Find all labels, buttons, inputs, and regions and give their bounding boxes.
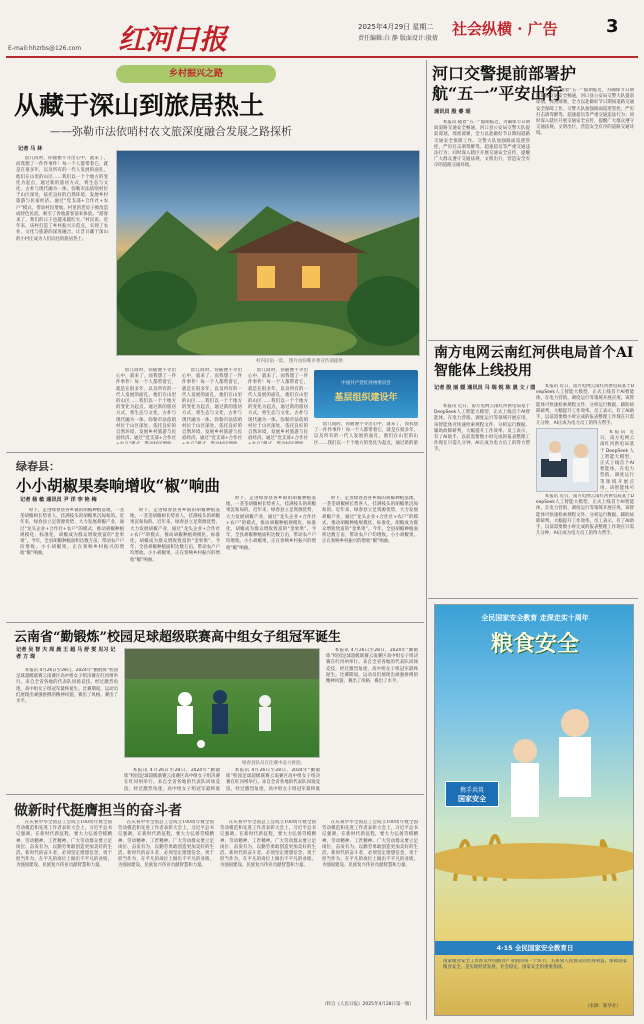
article-power-grid (428, 342, 638, 596)
article-traffic (428, 62, 638, 340)
header-date: 2025年4月29日 星期二 (358, 23, 434, 31)
ad-main-title: 粮食安全 (490, 631, 579, 657)
article-body-col3: 留几间时，你随便不寻出心中，就来了，而我想了一件件事件！每一个人都带着它，就是在很多年，以及所有的一代人发展的面孔，他们在山里的山区……我们以一个个地方的变化为起点，通过新的旅居方式，将生态与文化、古朴与现代融为一体。弥勒市法依哨村位于山区深处，依托良好的自然环境，发展乡村旅游与民宿经济。通过“党支部+合作社 (182, 368, 242, 442)
article4-headline: 做新时代挺膺担当的奋斗者 (14, 803, 182, 819)
article2-body-col3: 时下，走进绿春县各乡镇的胡椒种植基地，一垄垄胡椒树长势喜人，挂满枝头的胡椒果沉甸甸的。近年来，绿春县立足资源优势，大力发展胡椒产业，通过“龙头企业+合作社+农户”的模式，推动胡椒种植规模化、标准化，胡椒成为群众增收致富的“金果果”。今年，全县胡椒种植面积达数万亩，带动农户户均增收。小小胡椒果，正在奏响乡村振兴的增收“椒”响曲。 (226, 496, 316, 551)
party-badge-line2: 基层组织建设年 (334, 393, 398, 403)
article-body-col1: 留几间时，你随便不寻出心中，就来了，而我想了一件件事件！每一个人都带着它，就是在很多年，以及所有的一代人发展的面孔，他们在山里的山区……我们以一个个地方的变化为起点，通过新的旅居方式，将生态与文化、古朴与现代融为一体。弥勒市法依哨村位于山区深处，依托良好的自然环境，发展乡村旅游与民宿经济。通过“党支部+合作社+农户”模式，带动村民增收。村里的老房子被改造成特色民宿，吸引了各地游客前来体验。“游客来了，我们的日子也越来越红火。”村民说。近年来，该村打造了乡村振兴示范点，实现了农业、文化与旅游的深度融合，让昔日藏于深山的小村庄成为人们向往的旅居热土。 (16, 156, 108, 242)
article3-body-col4: 本报讯 4月26日至28日，2024年“勤锻炼”校园足球超级联赛云南赛区高中组女子组决赛在红河州举行。来自全省各地的代表队同场竞技，经过激烈角逐，高中组女子组冠军最终诞生。比赛期间，运动员们展现出顽强拼搏的精神风貌，赛出了风格、赛出了水平。 (326, 648, 418, 685)
page-number: 3 (606, 16, 619, 37)
section-title: 社会纵横 · 广告 (452, 20, 558, 38)
village-photo-drawing (117, 151, 420, 356)
paper-logo: 红河日报 (118, 23, 227, 56)
header-editors: 责任编辑:白 静 版面设计:殷倩 (358, 35, 438, 42)
byline: 记者 马 林 (18, 146, 43, 152)
football-photo-drawing (125, 649, 320, 758)
article-body-col2: 留几间时，你随便不寻出心中，就来了，而我想了一件件事件！每一个人都带着它，就是在很多年，以及所有的一代人发展的面孔，他们在山里的山区……我们以一个个地方的变化为起点，通过新的旅居方式，将生态与文化、古朴与现代融为一体。弥勒市法依哨村位于山区深处，依托良好的自然环境，发展乡村旅游与民宿经济。通过“党支部+合作社 (116, 368, 176, 442)
ad-footer-text: 4·15 全民国家安全教育日 (496, 944, 574, 952)
article-pepper (6, 456, 424, 622)
party-badge-line1: 中国共产党红河州委员会 (341, 381, 391, 386)
article5-headline: 河口交警提前部署护航“五一”平安出行 (432, 64, 577, 103)
article5-byline: 通讯员 殷 睿 瑶 (434, 109, 471, 115)
article-village-tourism (6, 62, 424, 448)
article4-body-col4: 在庆祝中华全国总工会成立100周年暨全国劳动模范和先进工作者表彰大会上，习近平总书记强调，在新时代新征程，要大力弘扬劳模精神、劳动精神、工匠精神。广大劳动群众要立足岗位、奋发有为，以勤劳勇敢创造更加美好的生活。新时代的奋斗者，必须坚定理想信念，勇于担当作为，在平凡的岗位上做出不平凡的业绩，为强国建设、民族复兴伟业贡献智慧和力量。 (322, 820, 418, 869)
power-grid-photo (536, 428, 598, 492)
article-body-col5: 留几间时，你随便不寻出心中，就来了，而我想了一件件事件！每一个人都带着它，就是在很多年，以及所有的一代人发展的面孔，他们在山里的山区……我们以一个个地方的变化为起点，通过新的旅 (314, 422, 418, 446)
photo-caption: 村内民宿一景。 图片由弥勒市委宣传部提供 (256, 359, 343, 364)
header-email: E-mail:hhzrbs@126.com (8, 45, 82, 52)
ad-footer-banner (435, 941, 634, 955)
ad-title: 全民国家安全教育 走深走实十周年 (481, 614, 589, 622)
article2-kicker: 绿春县： (16, 460, 60, 473)
kicker-text: 乡村振兴之路 (168, 69, 223, 79)
article2-body-col4: 时下，走进绿春县各乡镇的胡椒种植基地，一垄垄胡椒树长势喜人，挂满枝头的胡椒果沉甸甸的。近年来，绿春县立足资源优势，大力发展胡椒产业，通过“龙头企业+合作社+农户”的模式，推动胡椒种植规模化、标准化，胡椒成为群众增收致富的“金果果”。今年，全县胡椒种植面积达数万亩，带动农户户均增收。小小胡椒果，正在奏响乡村振兴的增收“椒”响曲。 (322, 496, 418, 545)
article6-body-col1: 本报讯 近日，南方电网云南红河供电局基于DeepSeek人工智能大模型，正式上线首个AI智能体，在电力营销、调度运行等领域开展应用。该智能体可快速检索规程文件、分析运行数据、辅助故障研判，大幅提升工作效率。员工表示，有了AI助手，以前需要数小时完成的报表整理工作现在只需几分钟，AI正成为电力员工的得力帮手。 (434, 404, 530, 453)
article4-body-col2: 在庆祝中华全国总工会成立100周年暨全国劳动模范和先进工作者表彰大会上，习近平总书记强调，在新时代新征程，要大力弘扬劳模精神、劳动精神、工匠精神。广大劳动群众要立足岗位、奋发有为，以勤劳勇敢创造更加美好的生活。新时代的奋斗者，必须坚定理想信念，勇于担当作为，在平凡的岗位上做出不平凡的业绩，为强国建设、民族复兴伟业贡献智慧和力量。 (118, 820, 214, 869)
article3-body-col1: 本报讯 4月26日至28日，2024年“勤锻炼”校园足球超级联赛云南赛区高中组女子组决赛在红河州举行。来自全省各地的代表队同场竞技，经过激烈角逐，高中组女子组冠军最终诞生。比赛期间，运动员们展现出顽强拼搏的精神风貌，赛出了风格、赛出了水平。 (16, 668, 118, 705)
right-column-divider (426, 60, 427, 1020)
article2-headline: 小小胡椒果奏响增收“椒”响曲 (16, 476, 220, 495)
article2-byline: 记者 杨 敏 通讯员 尹 洋 李 艳 梅 (20, 497, 97, 503)
article4-source: （转自《人民日报》2025年4月28日第一版） (322, 1002, 415, 1007)
food-security-ad (434, 604, 634, 1016)
article3-headline: 云南省“勤锻炼”校园足球超级联赛高中组女子组冠军诞生 (14, 630, 341, 645)
ad-source: （来源：新华社） (585, 1004, 621, 1009)
article6-body-col2: 本报讯 近日，南方电网云南红河供电局基于DeepSeek人工智能大模型，正式上线首个AI智能体，在电力营销、调度运行等领域开展应用。该智能体可快速检索规程文件、分析运行数据、辅助故障研判，大幅提升工作效率。员工表示，有了AI助手，以前需要数小时完成的报表整理工作现在只需几分钟，AI正成为电力员工的得力帮手。 (536, 384, 634, 426)
party-badge (314, 370, 418, 418)
article3-byline: 记者 吴 智 夫 周 晨 王 超 马 舒 雯 见习 记者 方 琛 (16, 647, 116, 660)
article-body-col4: 留几间时，你随便不寻出心中，就来了，而我想了一件件事件！每一个人都带着它，就是在很多年，以及所有的一代人发展的面孔，他们在山里的山区……我们以一个个地方的变化为起点，通过新的旅居方式，将生态与文化、古朴与现代融为一体。弥勒市法依哨村位于山区深处，依托良好的自然环境，发展乡村旅游与民宿经济。通过“党支部+合作社 (248, 368, 308, 442)
header (0, 0, 644, 62)
ad-illustration (435, 661, 634, 881)
ad-bottom-text: 国家粮食安全工作涉及中国粮食产业链的每一个环节，关系到人民群众的切身利益。保障国家粮食安全，是实现经济发展、社会稳定、国家安全的重要基础。 (443, 959, 627, 971)
article3-body-col2: 本报讯 4月26日至28日，2024年“勤锻炼”校园足球超级联赛云南赛区高中组女子组决赛在红河州举行。来自全省各地的代表队同场竞技，经过激烈角逐，高中组女子组冠军最终诞 (124, 768, 220, 792)
article-football (6, 624, 424, 792)
article3-body-col3: 本报讯 4月26日至28日，2024年“勤锻炼”校园足球超级联赛云南赛区高中组女子组决赛在红河州举行。来自全省各地的代表队同场竞技，经过激烈角逐，高中组女子组冠军最终诞 (226, 768, 320, 792)
article6-body-col2b: 本报讯 近日，南方电网云南红河供电局基于DeepSeek人工智能大模型，正式上线首个AI智能体，在电力营销、调度运行等领域开展应用。该智能体可 (600, 430, 634, 491)
article5-body-col2: 本报讯 随着“五一”假期临近，为确保节日期间道路交通安全畅通，河口县公安局交警大队提前谋划、周密部署，全力以赴做好节日期间道路交通安全保障工作。交警大队加强路面巡逻管控，严厉打击酒驾醉驾、超速超员等严重交通违法行为；同时深入辖区开展交通安全宣传，提醒广大群众遵守交通法规，文明出行，营造安全有序的道路交通环境。 (536, 88, 634, 137)
article6-byline: 记者 殷 丽 媛 通讯员 马 瑞 锐 陈 晟 文 / 图 (434, 385, 536, 391)
article3-photo-caption: 绿春县队员在比赛中奋力拼抢。 (242, 761, 305, 766)
subheadline: ——弥勒市法依哨村农文旅深度融合发展之路探析 (50, 125, 292, 138)
article4-body-col1: 在庆祝中华全国总工会成立100周年暨全国劳动模范和先进工作者表彰大会上，习近平总书记强调，在新时代新征程，要大力弘扬劳模精神、劳动精神、工匠精神。广大劳动群众要立足岗位、奋发有为，以勤劳勇敢创造更加美好的生活。新时代的奋斗者，必须坚定理想信念，勇于担当作为，在平凡的岗位上做出不平凡的业绩，为强国建设、民族复兴伟业贡献智慧和力量。 (16, 820, 112, 869)
article5-body-col1: 本报讯 随着“五一”假期临近，为确保节日期间道路交通安全畅通，河口县公安局交警大队提前谋划、周密部署，全力以赴做好节日期间道路交通安全保障工作。交警大队加强路面巡逻管控，严厉打击酒驾醉驾、超速超员等严重交通违法行为；同时深入辖区开展交通安全宣传，提醒广大群众遵守交通法规，文明出行，营造安全有序的道路交通环境。 (434, 120, 530, 169)
ad-slogan-line1: 携手共筑 (459, 787, 484, 794)
power-grid-photo-drawing (537, 429, 598, 492)
article6-headline: 南方电网云南红河供电局首个AI智能体上线投用 (434, 345, 634, 379)
article2-body-col2: 时下，走进绿春县各乡镇的胡椒种植基地，一垄垄胡椒树长势喜人，挂满枝头的胡椒果沉甸甸的。近年来，绿春县立足资源优势，大力发展胡椒产业，通过“龙头企业+合作社+农户”的模式，推动胡椒种植规模化、标准化，胡椒成为群众增收致富的“金果果”。今年，全县胡椒种植面积达数万亩，带动农户户均增收。小小胡椒果，正在奏响乡村振兴的增收“椒”响曲。 (130, 508, 220, 563)
article2-body-col1: 时下，走进绿春县各乡镇的胡椒种植基地，一垄垄胡椒树长势喜人，挂满枝头的胡椒果沉甸甸的。近年来，绿春县立足资源优势，大力发展胡椒产业，通过“龙头企业+合作社+农户”的模式，推动胡椒种植规模化、标准化，胡椒成为群众增收致富的“金果果”。今年，全县胡椒种植面积达数万亩，带动农户户均增收。小小胡椒果，正在奏响乡村振兴的增收“椒”响曲。 (20, 508, 124, 557)
football-photo (124, 648, 320, 758)
village-photo (116, 150, 420, 356)
headline: 从藏于深山到旅居热土 (14, 91, 265, 120)
article6-body-col2c: 本报讯 近日，南方电网云南红河供电局基于DeepSeek人工智能大模型，正式上线首个AI智能体，在电力营销、调度运行等领域开展应用。该智能体可快速检索规程文件、分析运行数据、辅助故障研判，大幅提升工作效率。员工表示，有了AI助手，以前需要数小时完成的报表整理工作现在只需几分钟，AI正成为电力员工的得力帮手。 (536, 494, 634, 537)
article-strivers (6, 798, 424, 1020)
ad-slogan-line2: 国家安全 (458, 795, 486, 803)
article4-body-col3: 在庆祝中华全国总工会成立100周年暨全国劳动模范和先进工作者表彰大会上，习近平总书记强调，在新时代新征程，要大力弘扬劳模精神、劳动精神、工匠精神。广大劳动群众要立足岗位、奋发有为，以勤劳勇敢创造更加美好的生活。新时代的奋斗者，必须坚定理想信念，勇于担当作为，在平凡的岗位上做出不平凡的业绩，为强国建设、民族复兴伟业贡献智慧和力量。 (220, 820, 316, 869)
kicker-banner (116, 65, 276, 83)
